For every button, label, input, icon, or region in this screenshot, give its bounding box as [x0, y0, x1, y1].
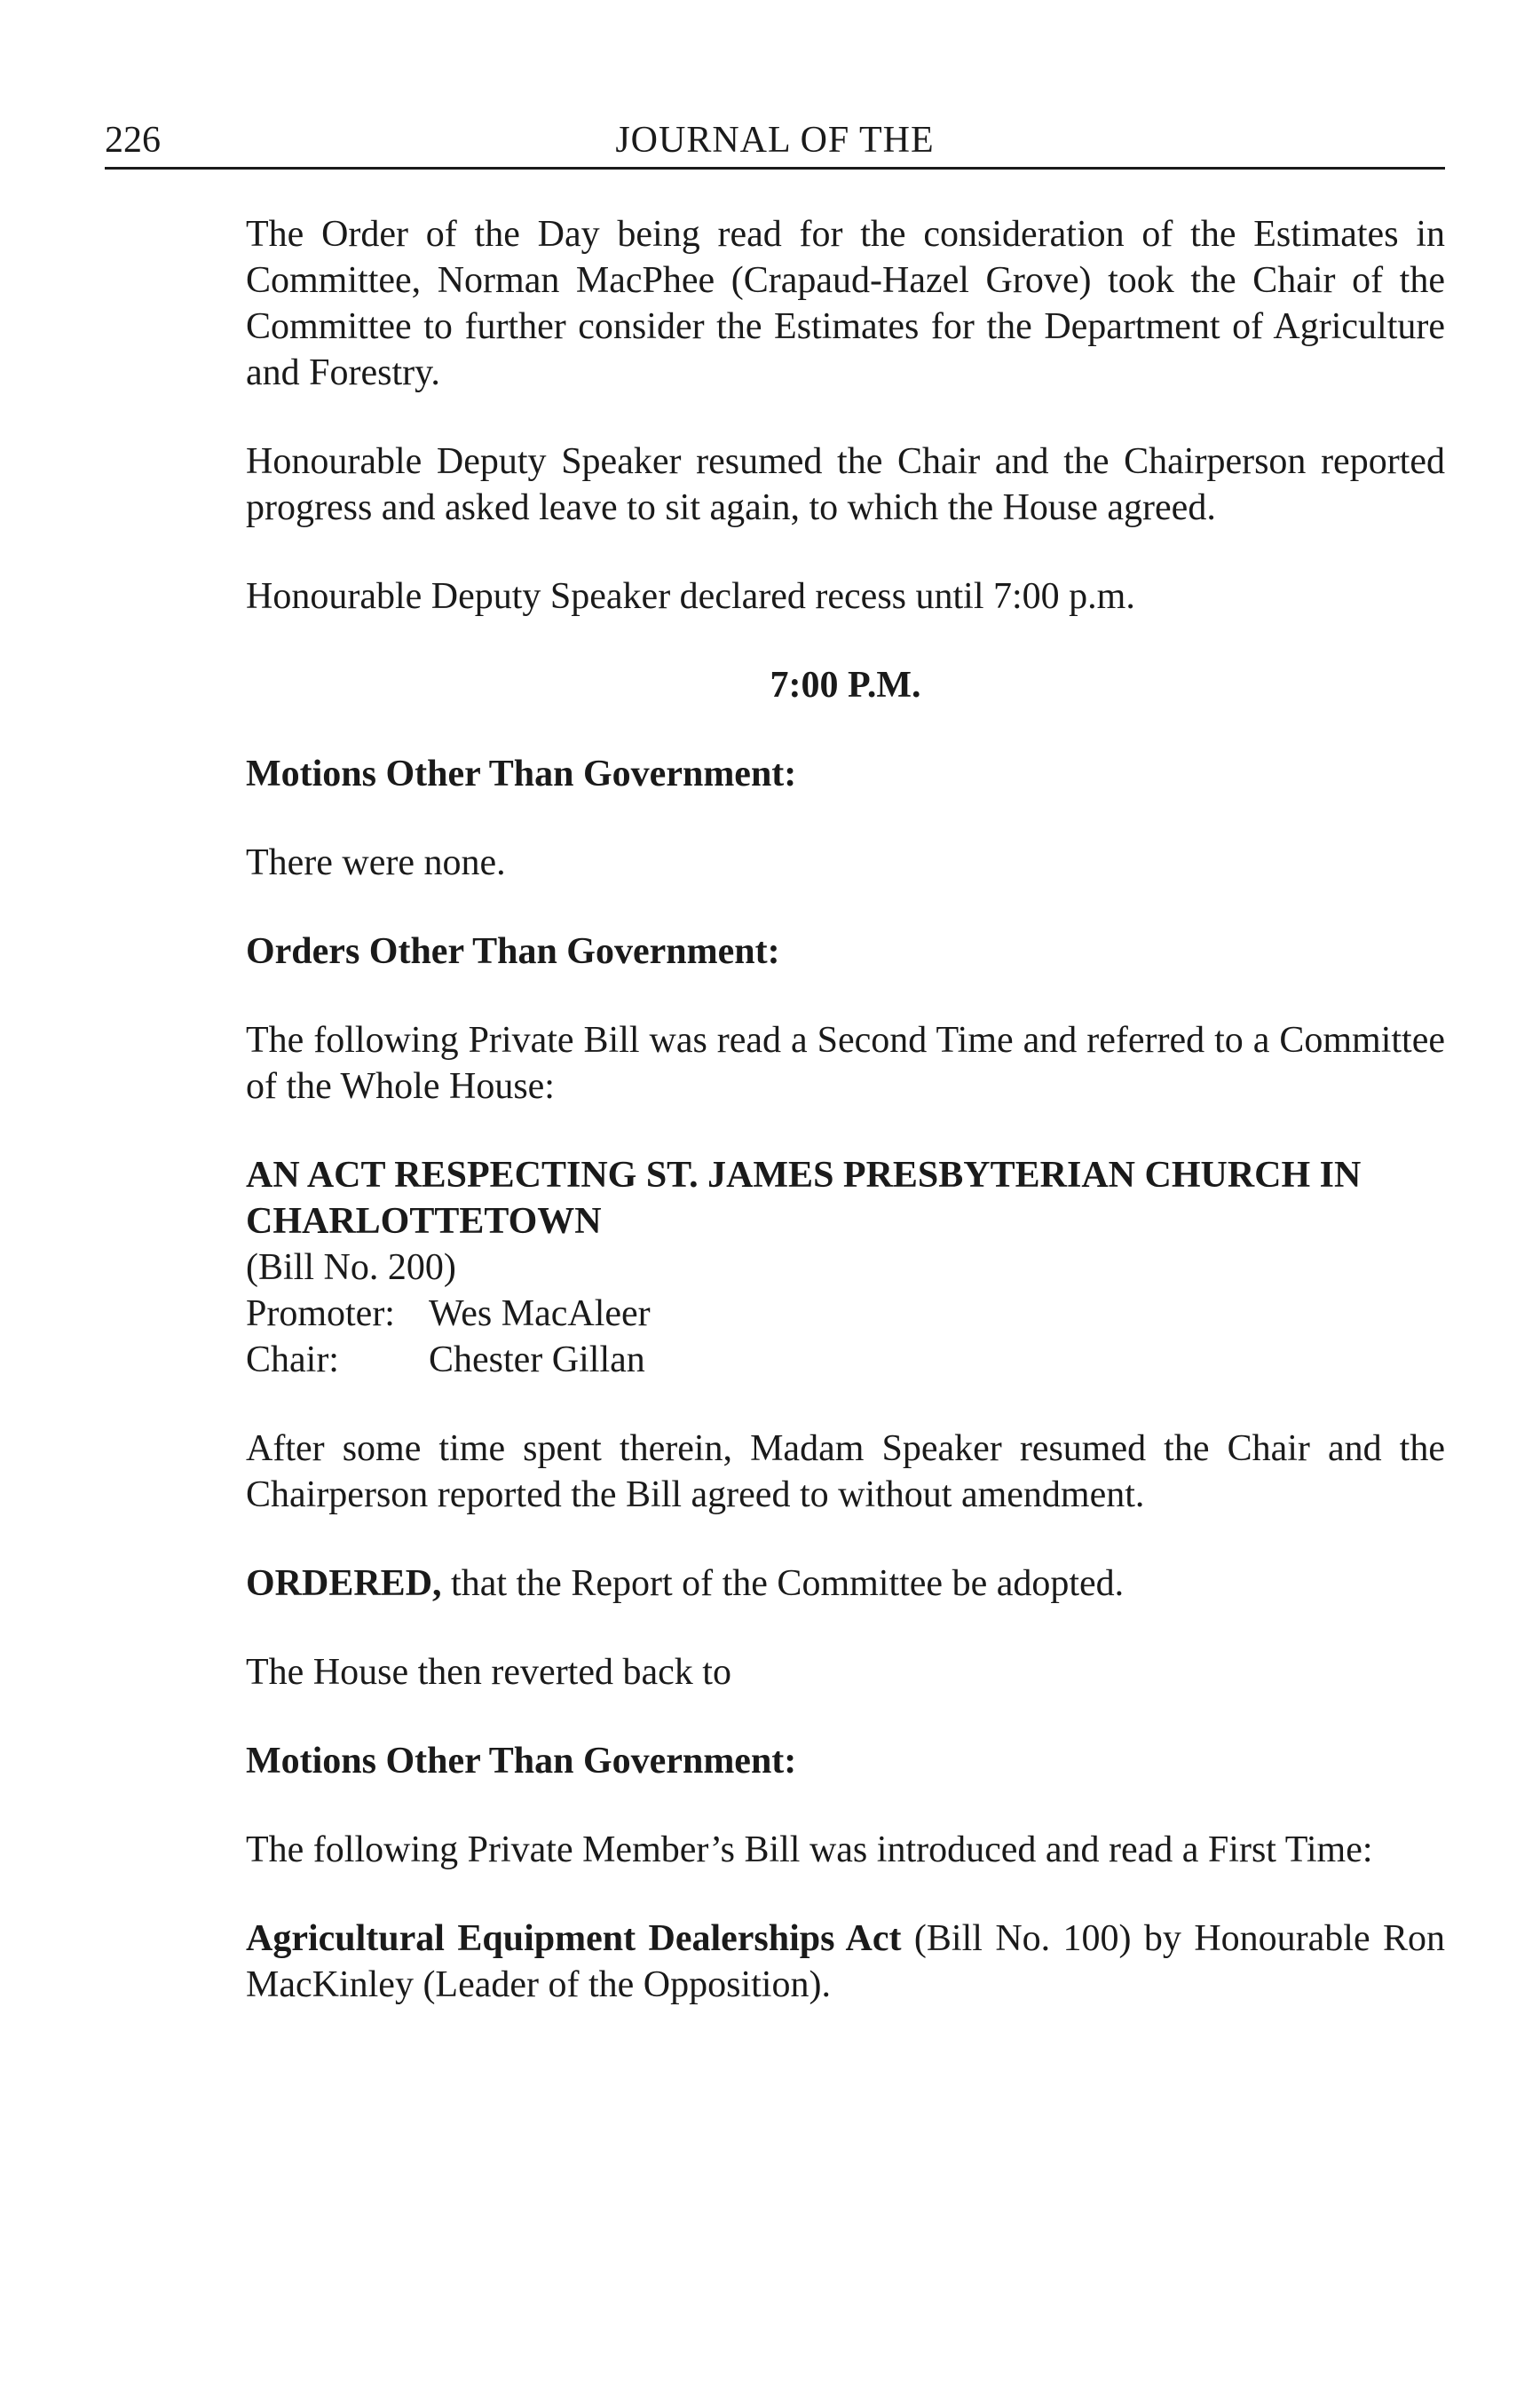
chair-value: Chester Gillan — [429, 1339, 645, 1380]
ordered-rest: that the Report of the Committee be adopted. — [441, 1563, 1125, 1604]
paragraph-none: There were none. — [246, 842, 506, 883]
bill-block — [246, 1152, 1445, 1383]
paragraph-estimates: The Order of the Day being read for the consideration of the Estimates in Committee, Norman MacPhee (Crapaud-Hazel Grove) took the Chair of the Committee to further consider the Estimates for the Department of Agriculture and Forestry. — [246, 214, 1445, 393]
paragraph-recess: Honourable Deputy Speaker declared recess until 7:00 p.m. — [246, 576, 1135, 617]
page-number: 226 — [105, 120, 161, 161]
bill-number: (Bill No. 200) — [246, 1247, 456, 1288]
bill-chair-row — [246, 1337, 1445, 1383]
bill-title: AN ACT RESPECTING ST. JAMES PRESBYTERIAN CHURCH IN CHARLOTTETOWN — [246, 1155, 1362, 1242]
promoter-label: Promoter: — [246, 1293, 395, 1334]
paragraph-member-bill: The following Private Member’s Bill was introduced and read a First Time: — [246, 1829, 1373, 1870]
promoter-value: Wes MacAleer — [429, 1293, 651, 1334]
ordered-lead: ORDERED, — [246, 1563, 442, 1604]
final-bill-rest: (Bill No. 100) by Honourable Ron MacKinley (Leader of the Opposition). — [246, 1918, 1446, 2005]
time-heading: 7:00 P.M. — [770, 665, 921, 706]
running-head: JOURNAL OF THE — [615, 120, 935, 161]
paragraph-progress: Honourable Deputy Speaker resumed the Chair and the Chairperson reported progress and asked leave to sit again, to which the House agreed. — [246, 441, 1445, 528]
paragraph-after: After some time spent therein, Madam Speaker resumed the Chair and the Chairperson reported the Bill agreed to without amendment. — [246, 1428, 1445, 1515]
paragraph-final-bill — [246, 1916, 1445, 2008]
section-heading-orders: Orders Other Than Government: — [246, 931, 780, 972]
journal-content — [246, 211, 1445, 2050]
paragraph-ordered — [246, 1560, 1445, 1607]
paragraph-private-bill: The following Private Bill was read a Second Time and referred to a Committee of the Whole House: — [246, 1020, 1445, 1107]
section-heading-motions: Motions Other Than Government: — [246, 754, 797, 794]
chair-label: Chair: — [246, 1339, 339, 1380]
paragraph-reverted: The House then reverted back to — [246, 1652, 731, 1693]
page-header — [105, 114, 1445, 170]
bill-promoter-row — [246, 1291, 1445, 1337]
final-bill-title: Agricultural Equipment Dealerships Act — [246, 1918, 902, 1959]
section-heading-motions-2: Motions Other Than Government: — [246, 1741, 797, 1782]
